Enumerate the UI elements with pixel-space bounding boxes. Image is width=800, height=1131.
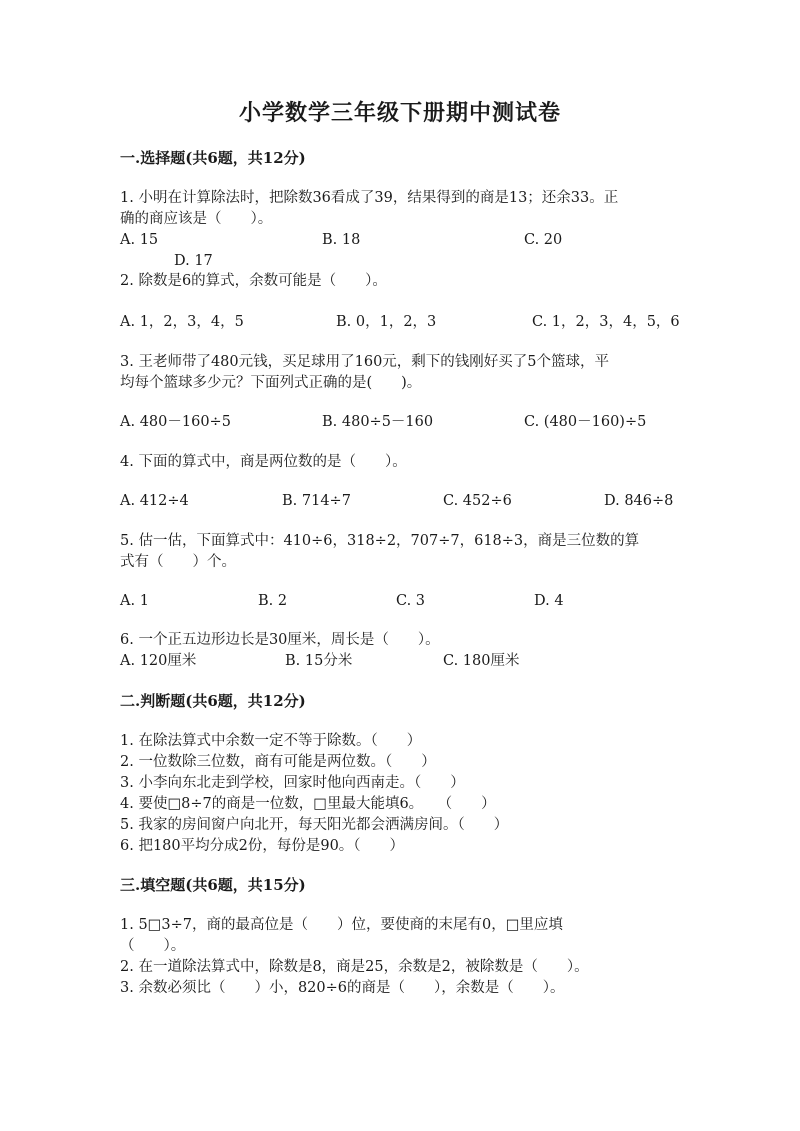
question-6-option-c: C. 180厘米: [443, 653, 520, 669]
question-5-option-a: A. 1: [120, 593, 149, 609]
question-2-text: 2. 除数是6的算式，余数可能是（ ）。: [120, 273, 387, 289]
fill-question-1-text-cont: （ ）。: [120, 938, 186, 954]
section-heading-fill-in: 三.填空题(共6题，共15分): [120, 876, 306, 894]
question-3-option-a: A. 480－160÷5: [120, 414, 231, 430]
question-4-option-c: C. 452÷6: [443, 493, 512, 509]
question-3-text-cont: 均每个篮球多少元？下面列式正确的是( )。: [120, 375, 422, 391]
question-3-text: 3. 王老师带了480元钱，买足球用了160元，剩下的钱刚好买了5个篮球，平: [120, 354, 610, 370]
question-5-option-b: B. 2: [258, 593, 288, 609]
section-heading-judgment: 二.判断题(共6题，共12分): [120, 692, 306, 710]
question-3-option-b: B. 480÷5－160: [322, 414, 434, 430]
question-4-option-d: D. 846÷8: [604, 493, 674, 509]
question-5-text-cont: 式有（ ）个。: [120, 554, 236, 570]
question-1-option-c: C. 20: [524, 232, 563, 248]
question-4-text: 4. 下面的算式中，商是两位数的是（ ）。: [120, 454, 407, 470]
page-title: 小学数学三年级下册期中测试卷: [238, 100, 561, 126]
judgment-item: 2. 一位数除三位数，商有可能是两位数。（ ）: [120, 754, 436, 770]
question-4-option-a: A. 412÷4: [120, 493, 189, 509]
question-6-option-b: B. 15分米: [285, 653, 353, 669]
question-5-option-c: C. 3: [396, 593, 426, 609]
judgment-item: 6. 把180平均分成2份，每份是90。（ ）: [120, 838, 405, 854]
section-heading-choice: 一.选择题(共6题，共12分): [120, 149, 306, 167]
fill-question-3-text: 3. 余数必须比（ ）小，820÷6的商是（ ），余数是（ ）。: [120, 980, 565, 996]
question-2-option-c: C. 1，2，3，4，5，6: [532, 314, 680, 330]
judgment-item: 1. 在除法算式中余数一定不等于除数。（ ）: [120, 733, 422, 749]
judgment-item: 3. 小李向东北走到学校，回家时他向西南走。（ ）: [120, 775, 465, 791]
question-6-option-a: A. 120厘米: [120, 653, 197, 669]
question-4-option-b: B. 714÷7: [282, 493, 351, 509]
judgment-item: 4. 要使□8÷7的商是一位数，□里最大能填6。 （ ）: [120, 796, 496, 812]
question-1-option-d: D. 17: [174, 253, 213, 269]
question-2-option-b: B. 0，1，2，3: [336, 314, 437, 330]
question-1-text-cont: 确的商应该是（ ）。: [120, 211, 273, 227]
judgment-item: 5. 我家的房间窗户向北开，每天阳光都会洒满房间。（ ）: [120, 817, 509, 833]
question-2-option-a: A. 1，2，3，4，5: [120, 314, 244, 330]
question-1-text: 1. 小明在计算除法时，把除数36看成了39，结果得到的商是13；还余33。正: [120, 190, 619, 206]
question-5-option-d: D. 4: [534, 593, 564, 609]
fill-question-1-text: 1. 5□3÷7，商的最高位是（ ）位，要使商的末尾有0，□里应填: [120, 917, 563, 933]
question-5-text: 5. 估一估，下面算式中：410÷6，318÷2，707÷7，618÷3，商是三位数的算: [120, 533, 640, 549]
fill-question-2-text: 2. 在一道除法算式中，除数是8，商是25，余数是2，被除数是（ ）。: [120, 959, 589, 975]
question-1-option-a: A. 15: [120, 232, 159, 248]
question-1-option-b: B. 18: [322, 232, 361, 248]
question-6-text: 6. 一个正五边形边长是30厘米，周长是（ ）。: [120, 632, 440, 648]
question-3-option-c: C. (480－160)÷5: [524, 414, 647, 430]
